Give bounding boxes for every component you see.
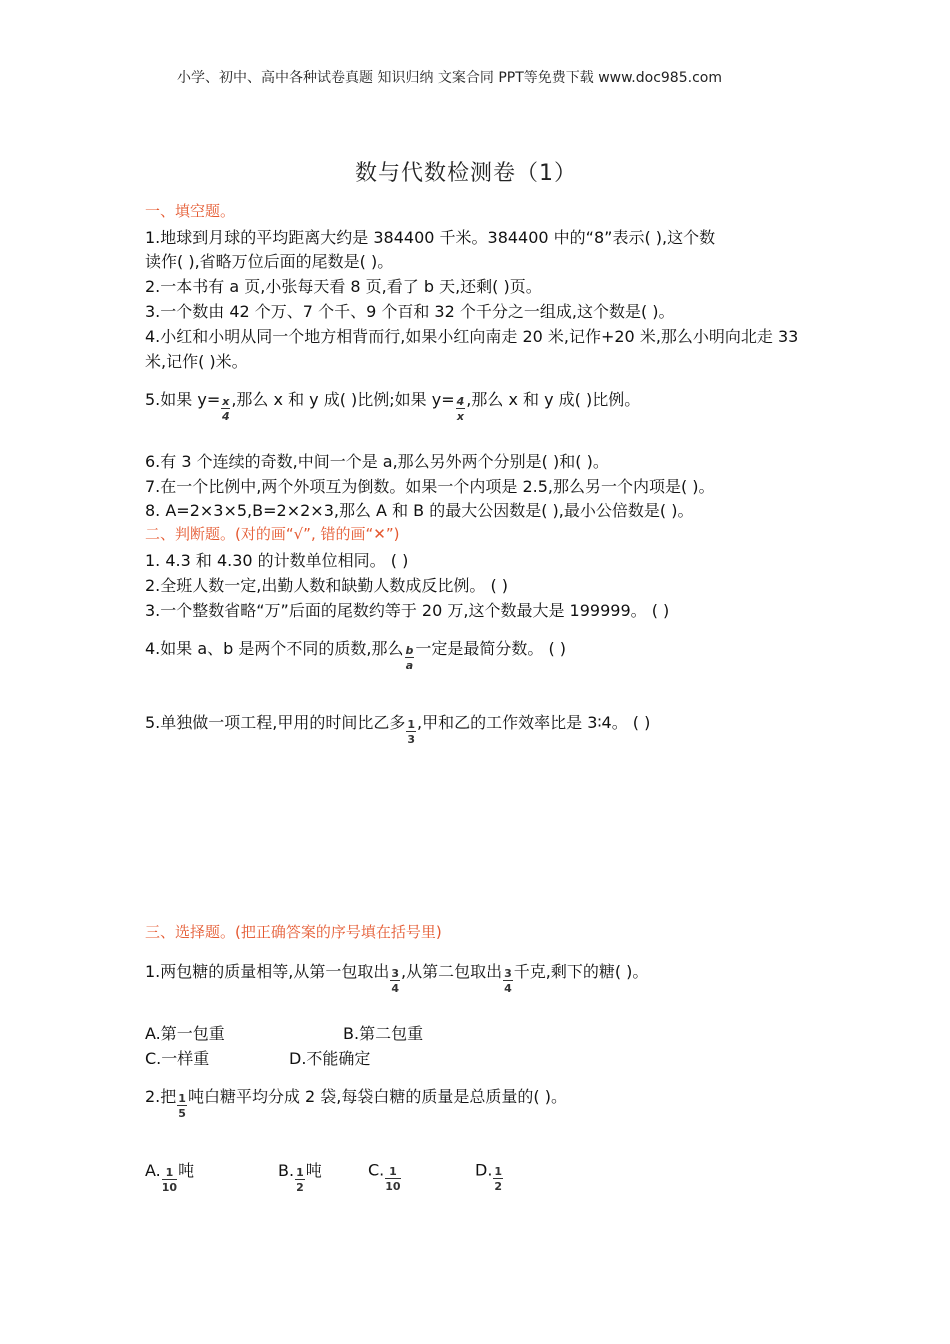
section-2-heading: 二、判断题。(对的画“√”, 错的画“✕”) — [145, 525, 400, 543]
q1-4-line-1: 4.小红和小明从同一个地方相背而行,如果小红向南走 20 米,记作+20 米,那么小明向北走 33 — [145, 327, 799, 346]
page-title: 数与代数检测卷（1） — [355, 161, 577, 186]
q2-2: 2.全班人数一定,出勤人数和缺勤人数成反比例。 ( ) — [145, 576, 509, 595]
fraction-1-over-5: $\frac{1}{5}$ — [178, 1091, 186, 1120]
fraction-b-over-a: $\frac{b}{a}$ — [405, 643, 414, 672]
q3-1-option-b: B.第二包重 — [343, 1024, 424, 1043]
q1-7: 7.在一个比例中,两个外项互为倒数。如果一个内项是 2.5,那么另一个内项是( )。 — [145, 477, 715, 496]
q2-3: 3.一个整数省略“万”后面的尾数约等于 20 万,这个数最大是 199999。 ( ) — [145, 601, 670, 620]
q1-2: 2.一本书有 a 页,小张每天看 8 页,看了 b 天,还剩( )页。 — [145, 277, 542, 296]
q1-1-line-2: 读作( ),省略万位后面的尾数是( )。 — [145, 252, 394, 271]
fraction-4-over-x: $\frac{4}{x}$ — [456, 394, 465, 423]
fraction-1-over-2-a: $\frac{1}{2}$ — [296, 1165, 304, 1194]
q3-1-option-a: A.第一包重 — [145, 1024, 225, 1043]
q1-5: 5.如果 y= $\frac{x}{4}$ ,那么 x 和 y 成( )比例;如果 y= $\frac{4}{x}$ ,那么 x 和 y 成( )比例。 — [145, 390, 641, 423]
q1-8: 8. A=2×3×5,B=2×2×3,那么 A 和 B 的最大公因数是( ),最小公倍数是( )。 — [145, 501, 694, 520]
q3-1-option-c: C.一样重 — [145, 1049, 210, 1068]
q3-1-option-d: D.不能确定 — [289, 1049, 371, 1068]
q3-2-option-b: B. $\frac{1}{2}$ 吨 — [278, 1161, 322, 1194]
fraction-1-over-2-b: $\frac{1}{2}$ — [494, 1165, 503, 1193]
q3-2: 2.把 $\frac{1}{5}$ 吨白糖平均分成 2 袋,每袋白糖的质量是总质量的( )。 — [145, 1087, 567, 1120]
fraction-3-over-4-b: $\frac{3}{4}$ — [504, 966, 512, 995]
q2-5: 5.单独做一项工程,甲用的时间比乙多 $\frac{1}{3}$ ,甲和乙的工作效率比是 3∶4。 ( ) — [145, 713, 651, 746]
page-header: 小学、初中、高中各种试卷真题 知识归纳 文案合同 PPT等免费下载 www.doc985.com — [177, 70, 722, 86]
q1-3: 3.一个数由 42 个万、7 个千、9 个百和 32 个千分之一组成,这个数是( )。 — [145, 302, 675, 321]
q3-2-option-a: A. $\frac{1}{10}$ 吨 — [145, 1161, 195, 1194]
q1-1-line-1: 1.地球到月球的平均距离大约是 384400 千米。384400 中的“8”表示( ),这个数 — [145, 228, 716, 247]
q3-2-option-c: C. $\frac{1}{10}$ — [368, 1160, 401, 1193]
q2-1: 1. 4.3 和 4.30 的计数单位相同。 ( ) — [145, 551, 409, 570]
q2-4: 4.如果 a、b 是两个不同的质数,那么 $\frac{b}{a}$ 一定是最简分数。 ( ) — [145, 639, 567, 672]
q1-6: 6.有 3 个连续的奇数,中间一个是 a,那么另外两个分别是( )和( )。 — [145, 452, 609, 471]
section-1-heading: 一、填空题。 — [145, 202, 236, 220]
fraction-3-over-4-a: $\frac{3}{4}$ — [391, 966, 400, 995]
fraction-1-over-10-a: $\frac{1}{10}$ — [161, 1165, 178, 1194]
q3-2-option-d: D. $\frac{1}{2}$ — [475, 1160, 503, 1193]
section-3-heading: 三、选择题。(把正确答案的序号填在括号里) — [145, 923, 442, 941]
fraction-x-over-4: $\frac{x}{4}$ — [221, 394, 230, 423]
fraction-1-over-3: $\frac{1}{3}$ — [407, 717, 416, 746]
fraction-1-over-10-b: $\frac{1}{10}$ — [385, 1165, 401, 1193]
q1-4-line-2: 米,记作( )米。 — [145, 352, 248, 371]
q3-1: 1.两包糖的质量相等,从第一包取出 $\frac{3}{4}$ ,从第二包取出 $\frac{3}{4}$ 千克,剩下的糖( )。 — [145, 962, 649, 995]
